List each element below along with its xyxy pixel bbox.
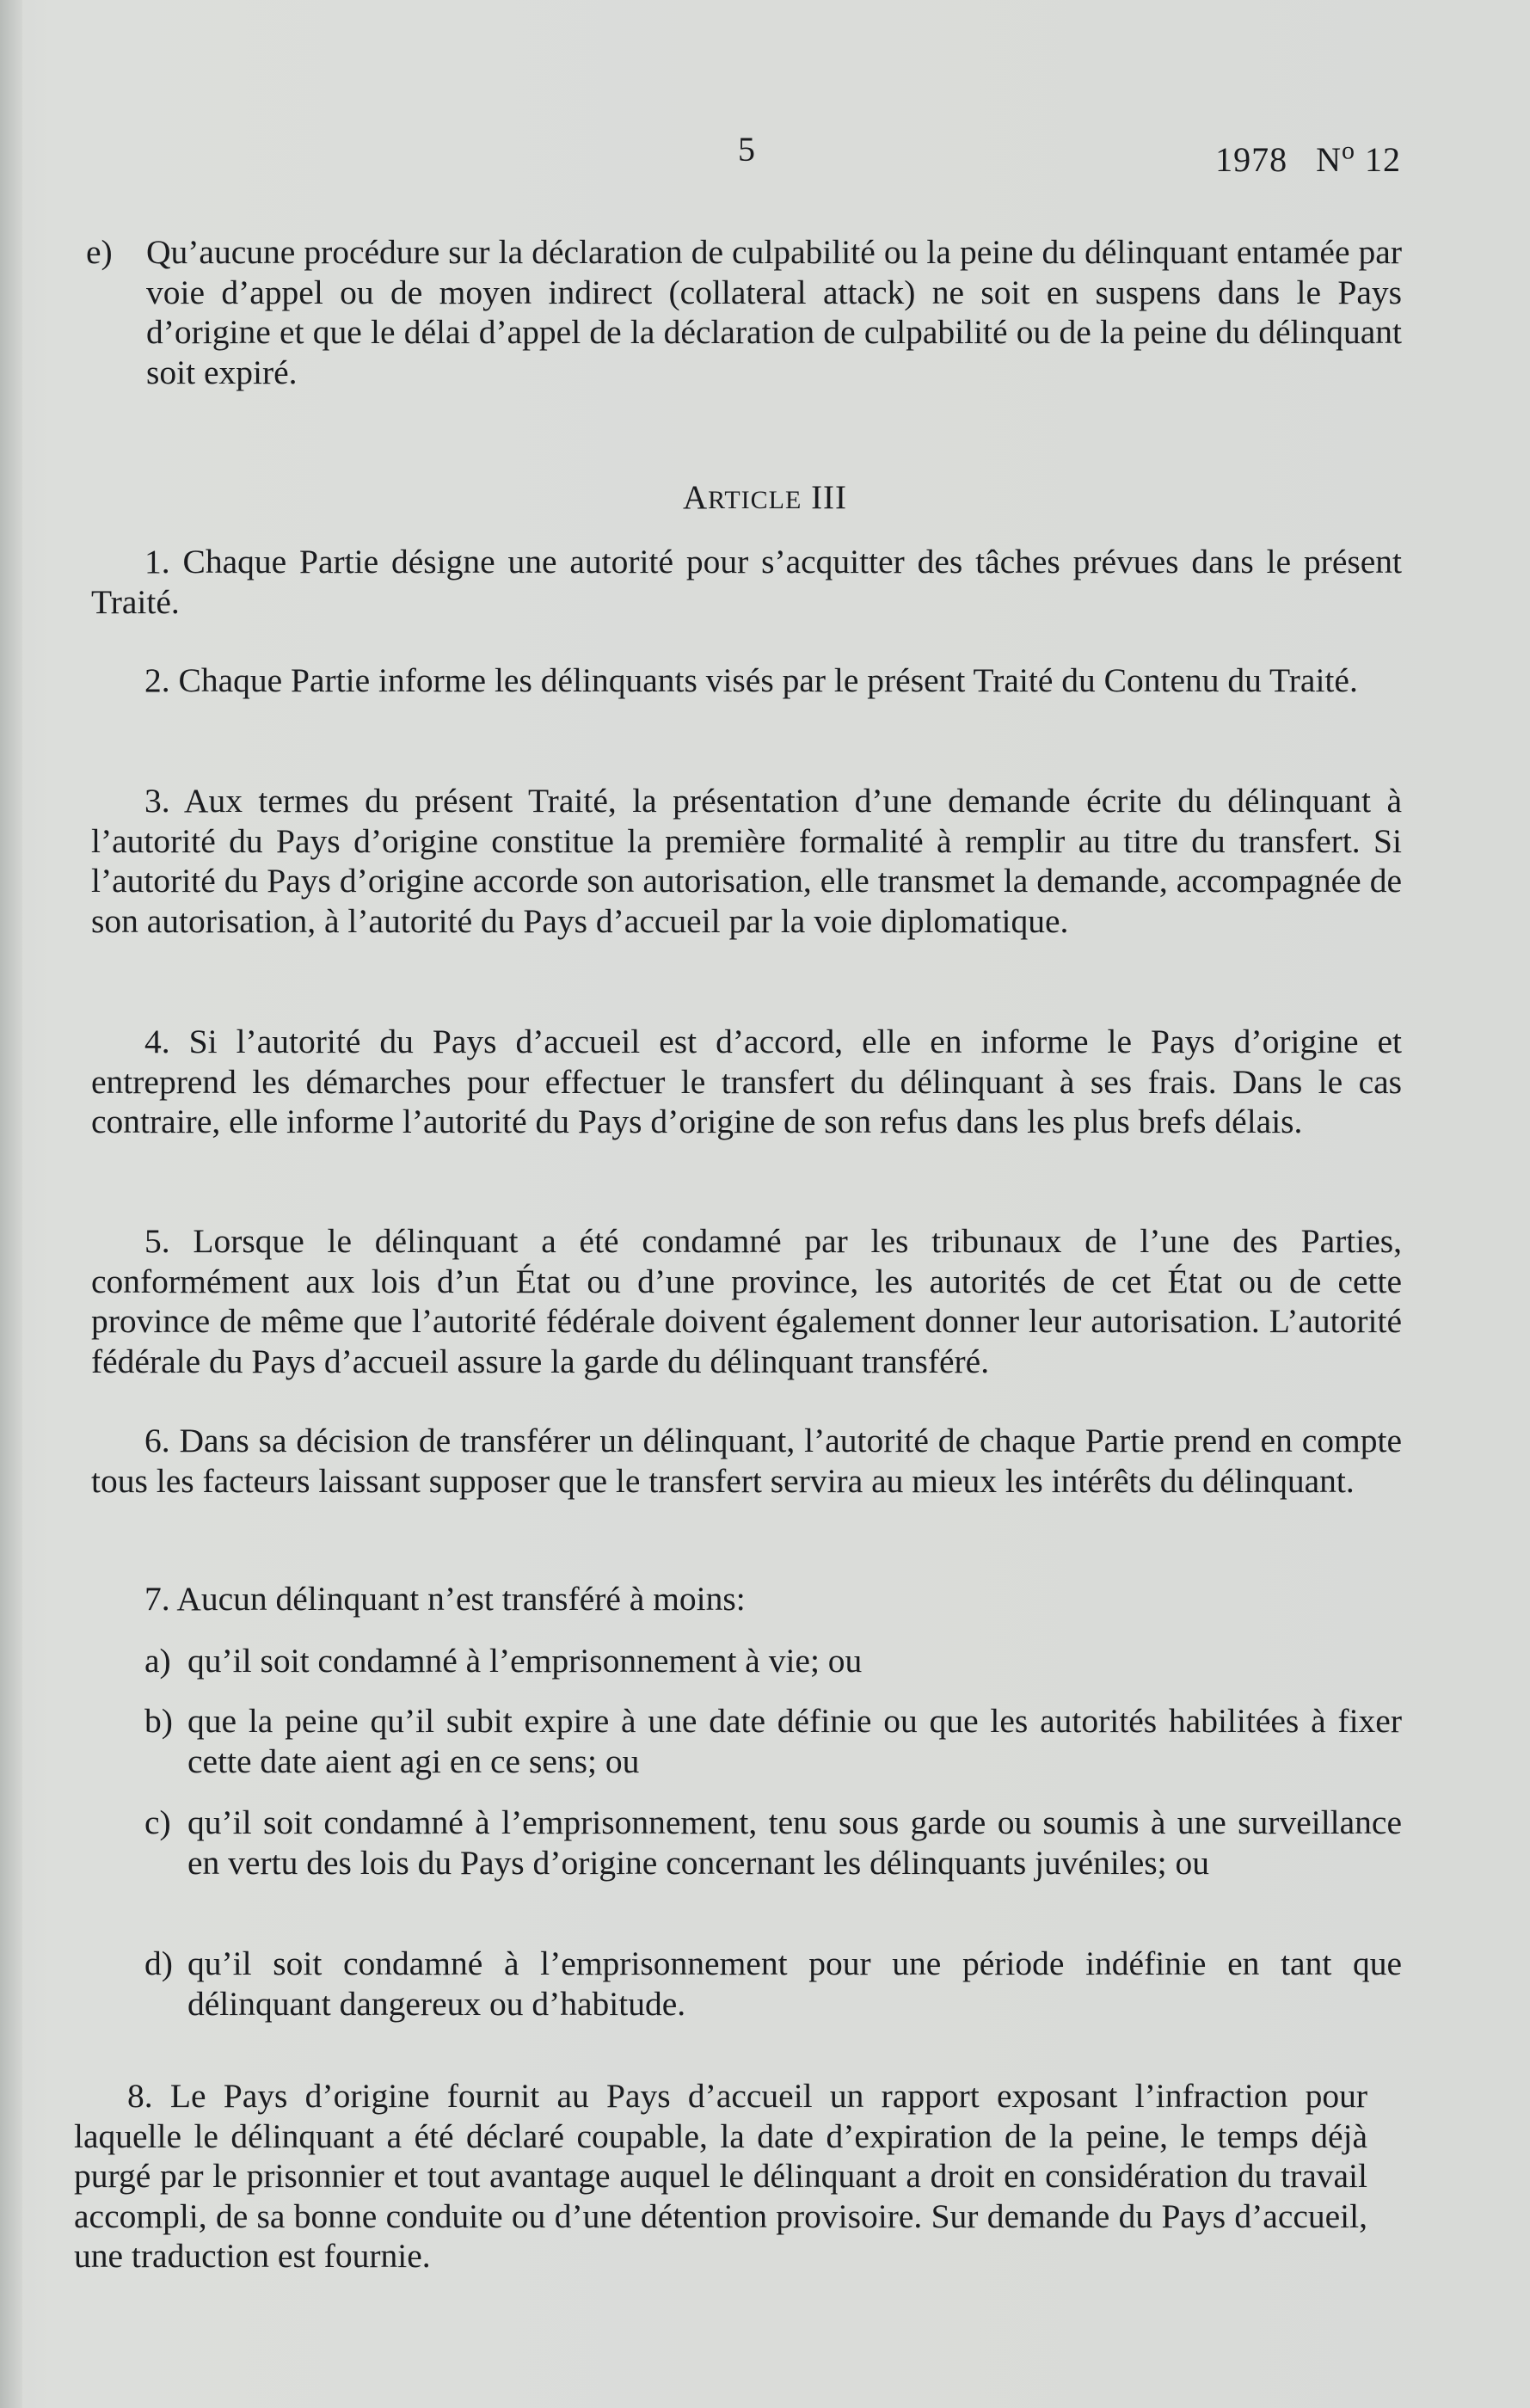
subitem-a-text: qu’il soit condamné à l’emprisonnement à vie; ou [187, 1642, 863, 1680]
paragraph-5-text: 5. Lorsque le délinquant a été condamné par les tribunaux de l’une des Parties, conformément aux lois d’un État ou d’une province, les autorités de cet État ou de cette province de même que l’autorité fédérale doivent également donner leur autorisation. L’autorité fédérale du Pays d’accueil assure la garde du délinquant transféré. [91, 1222, 1402, 1380]
page-header [0, 129, 1530, 181]
clause-e-label: e) [86, 233, 113, 271]
clause-e [86, 232, 1402, 392]
article-title-first: A [682, 479, 709, 516]
paragraph-3-text: 3. Aux termes du présent Traité, la présentation d’une demande écrite du délinquant à l’autorité du Pays d’origine constitue la première formalité à remplir au titre du transfert. Si l’autorité du Pays d’origine accorde son autorisation, elle transmet la demande, accompagnée de son autorisation, à l’autorité du Pays d’accueil par la voie diplomatique. [91, 782, 1402, 940]
paragraph-8-text: 8. Le Pays d’origine fournit au Pays d’accueil un rapport exposant l’infraction pour laquelle le délinquant a été déclaré coupable, la date d’expiration de la peine, le temps déjà purgé par le prisonnier et tout avantage auquel le délinquant a droit en considération du travail accompli, de sa bonne conduite ou d’une détention provisoire. Sur demande du Pays d’accueil, une traduction est fournie. [74, 2077, 1367, 2275]
paragraph-5 [91, 1221, 1402, 1381]
paragraph-7 [91, 1579, 1402, 1619]
page-edge [0, 0, 22, 2408]
subitem-c [144, 1803, 1402, 1883]
paragraph-4 [91, 1022, 1402, 1142]
paragraph-3 [91, 781, 1402, 941]
paragraph-7-text: 7. Aucun délinquant n’est transféré à moins: [144, 1580, 746, 1618]
paragraph-4-text: 4. Si l’autorité du Pays d’accueil est d’accord, elle en informe le Pays d’origine et entreprend les démarches pour effectuer le transfert du délinquant à ses frais. Dans le cas contraire, elle informe l’autorité du Pays d’origine de son refus dans les plus brefs délais. [91, 1023, 1402, 1140]
subitem-b [144, 1701, 1402, 1781]
number-prefix: N [1316, 140, 1342, 179]
subitem-d-label: d) [144, 1944, 173, 1982]
article-title-rest: RTICLE [708, 486, 802, 514]
document-number: 12 [1365, 140, 1401, 179]
article-title [0, 478, 1530, 517]
paragraph-8 [74, 2076, 1367, 2276]
subitem-b-label: b) [144, 1702, 173, 1740]
article-number: III [811, 479, 848, 516]
subitem-c-label: c) [144, 1803, 171, 1841]
subitem-b-text: que la peine qu’il subit expire à une date définie ou que les autorités habilitées à fixer cette date aient agi en ce sens; ou [187, 1702, 1402, 1780]
number-sup: o [1342, 136, 1355, 165]
page-number: 5 [738, 130, 755, 169]
subitem-c-text: qu’il soit condamné à l’emprisonnement, tenu sous garde ou soumis à une surveillance en vertu des lois du Pays d’origine concernant les délinquants juvéniles; ou [187, 1803, 1402, 1882]
document-reference [1215, 136, 1401, 180]
paragraph-1-text: 1. Chaque Partie désigne une autorité pour s’acquitter des tâches prévues dans le présent Traité. [91, 543, 1402, 621]
paragraph-6 [91, 1421, 1402, 1501]
paragraph-1 [91, 542, 1402, 622]
paragraph-6-text: 6. Dans sa décision de transférer un délinquant, l’autorité de chaque Partie prend en compte tous les facteurs laissant supposer que le transfert servira au mieux les intérêts du délinquant. [91, 1422, 1402, 1500]
document-year: 1978 [1215, 140, 1288, 179]
subitem-d-text: qu’il soit condamné à l’emprisonnement pour une période indéfinie en tant que délinquant dangereux ou d’habitude. [187, 1944, 1402, 2023]
paragraph-2-text: 2. Chaque Partie informe les délinquants visés par le présent Traité du Contenu du Traité. [144, 661, 1358, 699]
clause-e-text: Qu’aucune procédure sur la déclaration de culpabilité ou la peine du délinquant entamée par voie d’appel ou de moyen indirect (collateral attack) ne soit en suspens dans le Pays d’origine et que le délai d’appel de la déclaration de culpabilité ou de la peine du délinquant soit expiré. [146, 233, 1402, 391]
subitem-a-label: a) [144, 1642, 171, 1680]
subitem-a [144, 1641, 1402, 1681]
paragraph-2 [91, 660, 1402, 701]
subitem-d [144, 1944, 1402, 2024]
